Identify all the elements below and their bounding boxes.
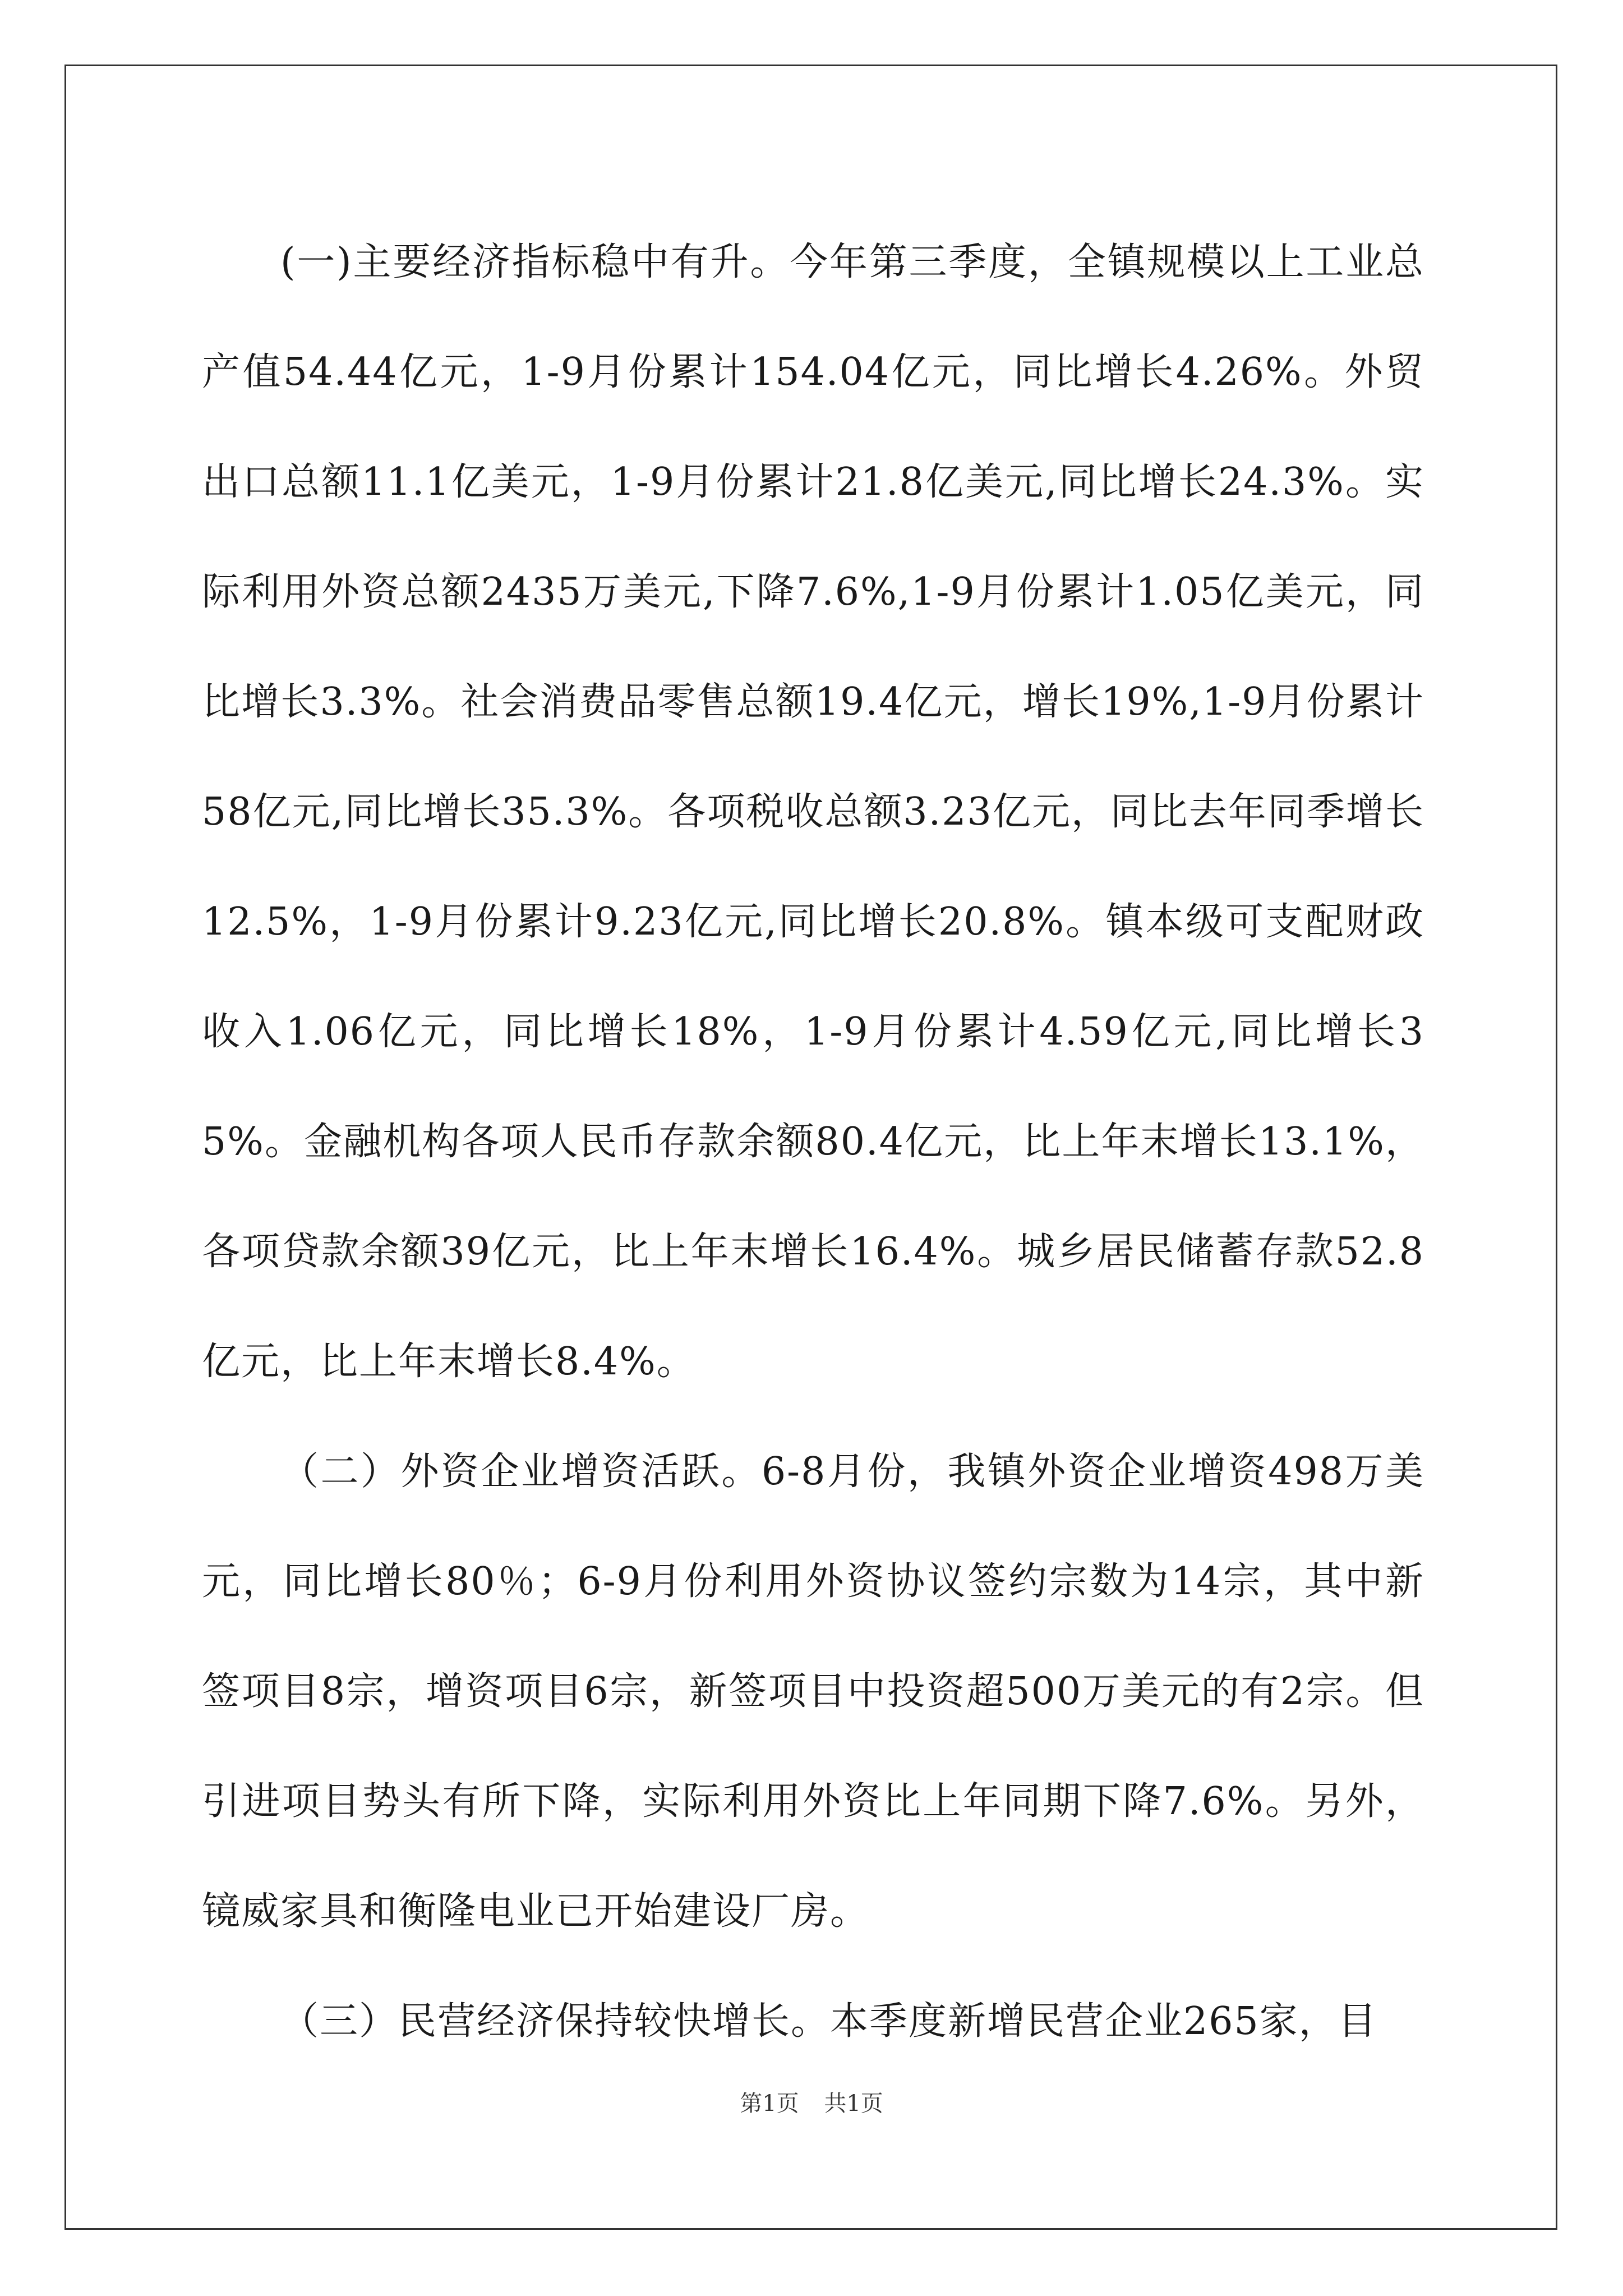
page-total: 共1页: [824, 2091, 883, 2116]
page-footer: [0, 2086, 1623, 2118]
paragraph-economic-indicators: (一)主要经济指标稳中有升。今年第三季度，全镇规模以上工业总产值54.44亿元，1-9月份累计154.04亿元，同比增长4.26%。外贸出口总额11.1亿美元，1-9月份累计21.8亿美元,同比增长24.3%。实际利用外资总额2435万美元,下降7.6%,1-9月份累计1.05亿美元，同比增长3.3%。社会消费品零售总额19.4亿元，增长19%,1-9月份累计58亿元,同比增长35.3%。各项税收总额3.23亿元，同比去年同季增长12.5%，1-9月份累计9.23亿元,同比增长20.8%。镇本级可支配财政收入1.06亿元，同比增长18%，1-9月份累计4.59亿元,同比增长35%。金融机构各项人民币存款余额80.4亿元，比上年末增长13.1%，各项贷款余额39亿元，比上年末增长16.4%。城乡居民储蓄存款52.8亿元，比上年末增长8.4%。: [202, 240, 1424, 1384]
page-number: 第1页: [740, 2091, 799, 2116]
paragraph-private-economy: （三）民营经济保持较快增长。本季度新增民营企业265家，目: [280, 1999, 1377, 2044]
document-body: [202, 208, 1424, 2077]
paragraph-foreign-investment: （二）外资企业增资活跃。6-8月份，我镇外资企业增资498万美元，同比增长80％；6-9月份利用外资协议签约宗数为14宗，其中新签项目8宗，增资项目6宗，新签项目中投资超500万美元的有2宗。但引进项目势头有所下降，实际利用外资比上年同期下降7.6%。另外，镜威家具和衡隆电业已开始建设厂房。: [202, 1450, 1424, 1934]
